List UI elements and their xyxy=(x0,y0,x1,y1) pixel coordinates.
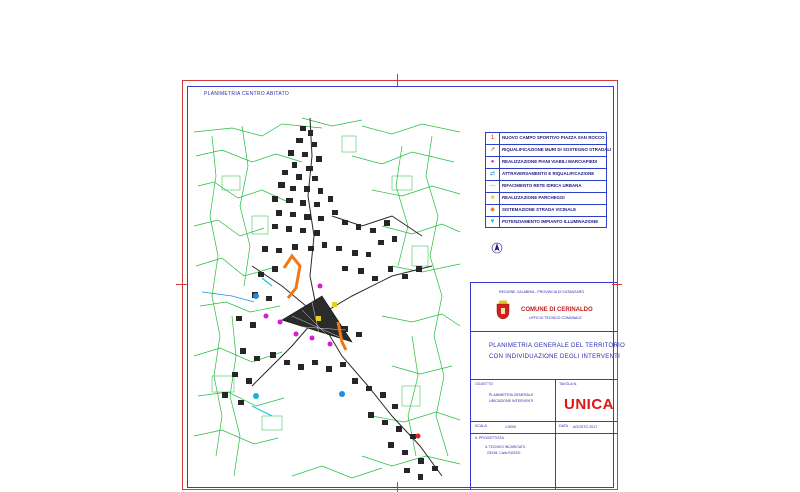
legend-row xyxy=(485,168,607,180)
sheet-number: UNICA xyxy=(564,396,614,413)
legend-label: NUOVO CAMPO SPORTIVO PIAZZA SAN ROCCO xyxy=(502,135,605,140)
comune-office: UFFICIO TECNICO COMUNALE xyxy=(529,316,582,320)
terrain-contours xyxy=(194,118,460,478)
legend-row xyxy=(485,132,607,144)
legend-table xyxy=(485,132,612,228)
legend-row xyxy=(485,144,612,156)
town-map[interactable] xyxy=(192,116,462,488)
legend-label: RIFACIMENTO RETE IDRICA URBANA xyxy=(502,183,582,188)
drawing-sheet xyxy=(182,80,626,490)
legend-label: SISTEMAZIONE STRADA VICINALE xyxy=(502,207,576,212)
comune-name: COMUNE DI CERINALDO xyxy=(521,307,593,313)
yellow-marker-icon: ■ xyxy=(490,195,495,201)
legend-row xyxy=(485,156,607,168)
subject-value-1: PLANIMETRIA GENERALE xyxy=(489,393,534,397)
designer-value: IL TECNICO INCARICATO xyxy=(485,445,526,449)
date-value: AGOSTO 2017 xyxy=(573,425,598,429)
drawing-heading-line2: CON INDIVIDUAZIONE DEGLI INTERVENTI xyxy=(489,354,621,360)
building-blocks xyxy=(222,126,438,480)
magenta-marker-icon: ● xyxy=(490,159,495,165)
legend-label: POTENZIAMENTO IMPIANTO ILLUMINAZIONE xyxy=(502,219,599,224)
road-network xyxy=(252,118,442,476)
sheet-label: TAVOLA N. xyxy=(559,382,578,386)
legend-label: REALIZZAZIONE PARCHEGGI xyxy=(502,195,565,200)
numbered-marker-icon: 1 xyxy=(490,135,495,141)
designer-label: IL PROGETTISTA xyxy=(475,436,504,440)
arrow-marker-icon: ↗ xyxy=(489,147,496,153)
legend-label: RIQUALIFICAZIONE MURI DI SOSTEGNO STRADALI xyxy=(502,147,612,152)
subject-label: OGGETTO xyxy=(475,382,493,386)
cyan-line-icon: — xyxy=(489,183,496,189)
legend-label: REALIZZAZIONE PIANI VIABILI MARCIAPIEDI xyxy=(502,159,598,164)
north-arrow-icon xyxy=(491,242,503,254)
region-label: REGIONE CALABRIA - PROVINCIA DI CATANZARO xyxy=(499,290,585,294)
legend-row xyxy=(485,216,607,228)
title-block xyxy=(470,282,626,489)
designer-office: GEOM. Carlo RUSSO xyxy=(487,451,521,455)
map-title: PLANIMETRIA CENTRO ABITATO xyxy=(204,91,290,97)
drawing-heading-line1: PLANIMETRIA GENERALE DEL TERRITORIO xyxy=(489,343,626,349)
teal-marker-icon: ▼ xyxy=(489,219,496,225)
municipal-crest-icon xyxy=(496,300,510,320)
scale-label: SCALA xyxy=(475,424,487,428)
town-map-drawing xyxy=(192,116,462,488)
frame-tick-top xyxy=(397,74,398,86)
legend-label: ATTRAVERSAMENTO E RIQUALIFICAZIONE xyxy=(502,171,595,176)
legend-row xyxy=(485,192,607,204)
blue-marker-icon: ⇄ xyxy=(489,171,496,177)
frame-tick-left xyxy=(176,284,188,285)
legend-row xyxy=(485,204,607,216)
subject-value-2: UBICAZIONE INTERVENTI xyxy=(489,399,534,403)
orange-marker-icon: ◆ xyxy=(490,207,495,213)
date-label: DATA xyxy=(559,424,569,428)
scale-value: 1:5000 xyxy=(505,425,516,429)
legend-row xyxy=(485,180,607,192)
